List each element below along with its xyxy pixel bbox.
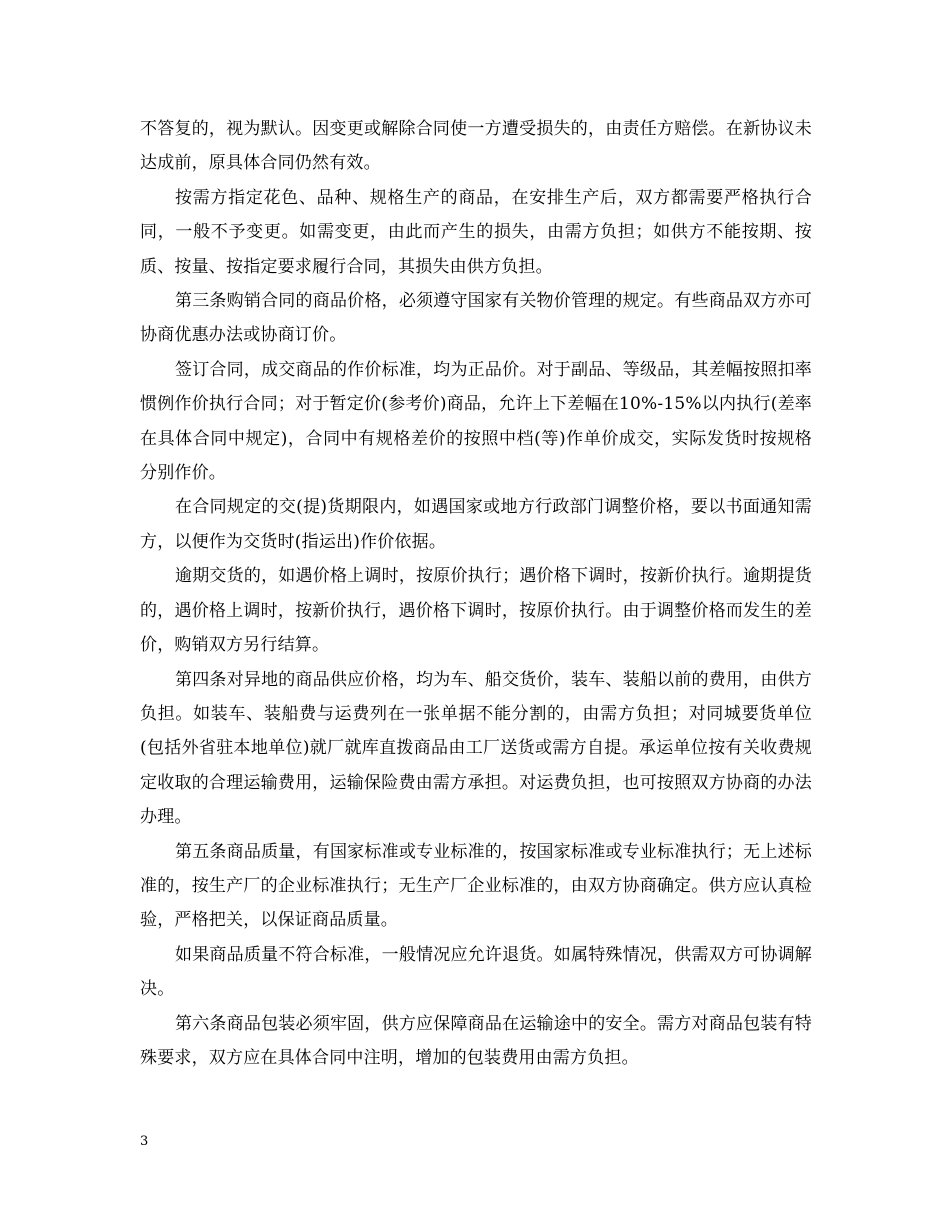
paragraph-4: 签订合同，成交商品的作价标准，均为正品价。对于副品、等级品，其差幅按照扣率惯例作价执行合同；对于暂定价(参考价)商品，允许上下差幅在10%-15%以内执行(差率在具体合同中规定)，合同中有规格差价的按照中档(等)作单价成交，实际发货时按规格分别作价。 (140, 359, 812, 484)
paragraph-3: 第三条购销合同的商品价格，必须遵守国家有关物价管理的规定。有些商品双方亦可协商优惠办法或协商订价。 (140, 291, 812, 346)
paragraph-1: 不答复的，视为默认。因变更或解除合同使一方遭受损失的，由责任方赔偿。在新协议未达成前，原具体合同仍然有效。 (140, 119, 812, 174)
paragraph-2: 按需方指定花色、品种、规格生产的商品，在安排生产后，双方都需要严格执行合同，一般不予变更。如需变更，由此而产生的损失，由需方负担；如供方不能按期、按质、按量、按指定要求履行合同，其损失由供方负担。 (140, 187, 812, 277)
paragraph-5: 在合同规定的交(提)货期限内，如遇国家或地方行政部门调整价格，要以书面通知需方，以便作为交货时(指运出)作价依据。 (140, 497, 812, 552)
document-body (140, 112, 812, 1075)
page-number: 3 (140, 1134, 149, 1149)
paragraph-10: 第六条商品包装必须牢固，供方应保障商品在运输途中的安全。需方对商品包装有特殊要求，双方应在具体合同中注明，增加的包装费用由需方负担。 (140, 1013, 812, 1068)
paragraph-8: 第五条商品质量，有国家标准或专业标准的，按国家标准或专业标准执行；无上述标准的，按生产厂的企业标准执行；无生产厂企业标准的，由双方协商确定。供方应认真检验，严格把关，以保证商品质量。 (140, 841, 812, 931)
paragraph-9: 如果商品质量不符合标准，一般情况应允许退货。如属特殊情况，供需双方可协调解决。 (140, 944, 812, 1000)
paragraph-7: 第四条对异地的商品供应价格，均为车、船交货价，装车、装船以前的费用，由供方负担。如装车、装船费与运费列在一张单据不能分割的，由需方负担；对同城要货单位(包括外省驻本地单位)就厂就库直拨商品由工厂送货或需方自提。承运单位按有关收费规定收取的合理运输费用，运输保险费由需方承担。对运费负担，也可按照双方协商的办法办理。 (140, 669, 812, 828)
paragraph-6: 逾期交货的，如遇价格上调时，按原价执行；遇价格下调时，按新价执行。逾期提货的，遇价格上调时，按新价执行，遇价格下调时，按原价执行。由于调整价格而发生的差价，购销双方另行结算。 (140, 566, 812, 656)
